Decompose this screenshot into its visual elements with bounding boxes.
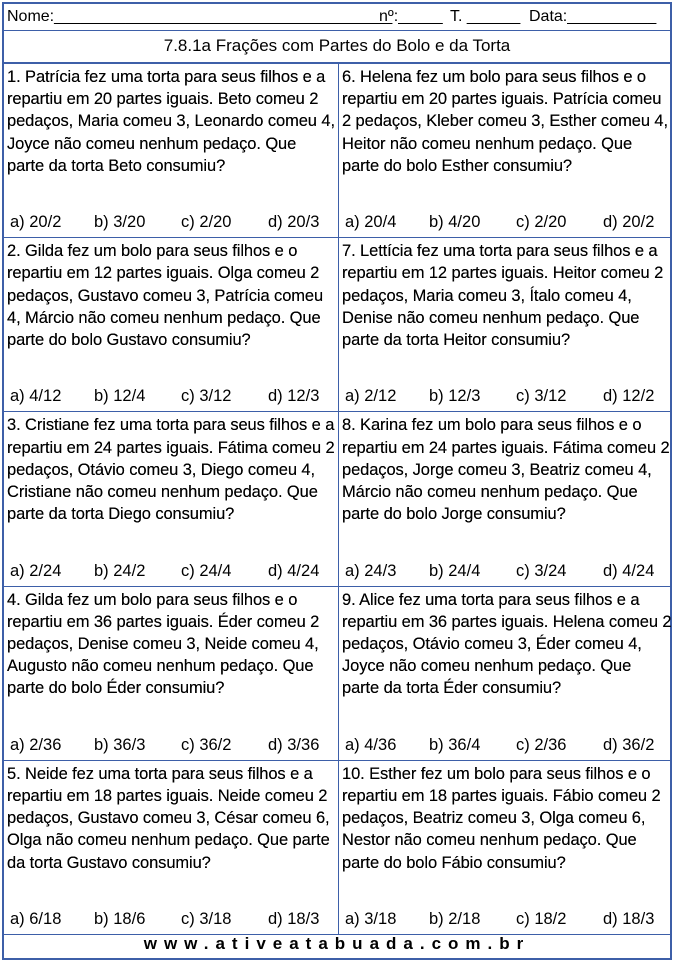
answer-options (345, 556, 670, 586)
question-1 (4, 63, 339, 237)
answer-option[interactable]: b) 36/3 (94, 735, 146, 754)
answer-options (345, 381, 670, 411)
answer-option[interactable]: a) 20/2 (10, 213, 62, 232)
name-field[interactable]: Nome:______________________________________ (7, 8, 393, 25)
answer-option[interactable]: d) 20/2 (603, 213, 655, 232)
question-text: 9. Alice fez uma torta para seus filhos e a repartiu em 36 partes iguais. Helena comeu 2 pedaços, Otávio comeu 3, Éder comeu 4, Joyce não comeu nenhum pedaço. Que parte da torta Éder consumiu? (342, 590, 672, 698)
answer-option[interactable]: c) 24/4 (181, 561, 232, 580)
answer-option[interactable]: a) 2/12 (345, 387, 397, 406)
number-field[interactable]: nº:_____ (379, 8, 443, 25)
worksheet (2, 2, 672, 960)
answer-option[interactable]: b) 3/20 (94, 213, 146, 232)
answer-option[interactable]: b) 12/3 (429, 387, 481, 406)
answer-option[interactable]: a) 6/18 (10, 909, 62, 928)
answer-option[interactable]: a) 3/18 (345, 909, 397, 928)
page-title: 7.8.1a Frações com Partes do Bolo e da Torta (4, 30, 670, 63)
answer-options (345, 730, 670, 760)
answer-option[interactable]: d) 12/2 (603, 387, 655, 406)
question-text: 6. Helena fez um bolo para seus filhos e o repartiu em 20 partes iguais. Patrícia comeu 2 pedaços, Kleber comeu 3, Esther comeu 4, Heitor não comeu nenhum pedaço. Que parte do bolo Esther consumiu? (342, 68, 668, 175)
row-divider (4, 411, 670, 412)
answer-options (10, 730, 334, 760)
answer-option[interactable]: c) 3/24 (516, 561, 567, 580)
answer-option[interactable]: c) 3/12 (181, 387, 232, 406)
answer-option[interactable]: d) 4/24 (268, 561, 320, 580)
answer-option[interactable]: b) 24/2 (94, 561, 146, 580)
question-3 (4, 237, 339, 411)
footer-url: www.ativeatabuada.com.br (143, 934, 531, 953)
answer-option[interactable]: d) 20/3 (268, 213, 320, 232)
answer-option[interactable]: b) 2/18 (429, 909, 481, 928)
answer-option[interactable]: a) 20/4 (345, 213, 397, 232)
row-divider (4, 760, 670, 761)
question-2 (339, 63, 674, 237)
answer-option[interactable]: c) 36/2 (181, 735, 232, 754)
row-divider (4, 586, 670, 587)
answer-option[interactable]: c) 2/20 (181, 213, 232, 232)
answer-option[interactable]: d) 18/3 (603, 909, 655, 928)
answer-option[interactable]: d) 12/3 (268, 387, 320, 406)
date-field[interactable]: Data:__________ (529, 8, 657, 25)
answer-option[interactable]: c) 3/18 (181, 909, 232, 928)
answer-option[interactable]: a) 2/36 (10, 735, 62, 754)
answer-option[interactable]: b) 36/4 (429, 735, 481, 754)
question-text: 2. Gilda fez um bolo para seus filhos e o repartiu em 12 partes iguais. Olga comeu 2 pedaços, Gustavo comeu 3, Patrícia comeu 4, Márcio não comeu nenhum pedaço. Que parte do bolo Gustavo consumiu? (7, 242, 324, 349)
answer-option[interactable]: a) 2/24 (10, 561, 62, 580)
question-text: 7. Lettícia fez uma torta para seus filhos e a repartiu em 12 partes iguais. Heitor comeu 2 pedaços, Maria comeu 3, Ítalo comeu 4, Denise não comeu nenhum pedaço. Que parte da torta Heitor consumiu? (342, 242, 664, 349)
question-text: 8. Karina fez um bolo para seus filhos e o repartiu em 24 partes iguais. Fátima comeu 2 pedaços, Jorge comeu 3, Beatriz comeu 4, Márcio não comeu nenhum pedaço. Que parte do bolo Jorge consumiu? (342, 416, 670, 524)
question-text: 1. Patrícia fez uma torta para seus filhos e a repartiu em 20 partes iguais. Beto comeu 2 pedaços, Maria comeu 3, Leonardo comeu 4, Joyce não comeu nenhum pedaço. Que parte da torta Beto consumiu? (7, 68, 335, 175)
question-9 (4, 760, 339, 934)
question-text: 5. Neide fez uma torta para seus filhos e a repartiu em 18 partes iguais. Neide comeu 2 pedaços, Gustavo comeu 3, César comeu 6, Olga não comeu nenhum pedaço. Que parte da torta Gustavo consumiu? (7, 764, 330, 872)
answer-option[interactable]: c) 2/36 (516, 735, 567, 754)
answer-option[interactable]: c) 2/20 (516, 213, 567, 232)
answer-option[interactable]: a) 24/3 (345, 561, 397, 580)
question-6 (339, 411, 674, 585)
question-text: 10. Esther fez um bolo para seus filhos e o repartiu em 18 partes iguais. Fábio comeu 2 pedaços, Beatriz comeu 3, Olga comeu 6, Nestor não comeu nenhum pedaço. Que parte do bolo Fábio consumiu? (342, 764, 661, 872)
question-text: 4. Gilda fez um bolo para seus filhos e o repartiu em 36 partes iguais. Éder comeu 2 pedaços, Denise comeu 3, Neide comeu 4, Augusto não comeu nenhum pedaço. Que parte do bolo Éder consumiu? (7, 590, 320, 698)
answer-options (10, 381, 334, 411)
row-divider (4, 237, 670, 238)
answer-option[interactable]: d) 4/24 (603, 561, 655, 580)
row-divider (4, 63, 670, 64)
answer-option[interactable]: b) 12/4 (94, 387, 146, 406)
answer-option[interactable]: b) 4/20 (429, 213, 481, 232)
answer-option[interactable]: c) 18/2 (516, 909, 567, 928)
answer-option[interactable]: b) 24/4 (429, 561, 481, 580)
answer-option[interactable]: d) 36/2 (603, 735, 655, 754)
answer-option[interactable]: a) 4/36 (345, 735, 397, 754)
question-4 (339, 237, 674, 411)
answer-option[interactable]: c) 3/12 (516, 387, 567, 406)
question-text: 3. Cristiane fez uma torta para seus filhos e a repartiu em 24 partes iguais. Fátima comeu 2 pedaços, Otávio comeu 3, Diego comeu 4, Cristiane não comeu nenhum pedaço. Que parte da torta Diego consumiu? (7, 416, 335, 524)
answer-option[interactable]: b) 18/6 (94, 909, 146, 928)
answer-options (10, 207, 334, 237)
class-field[interactable]: T. ______ (450, 8, 521, 25)
answer-option[interactable]: d) 18/3 (268, 909, 320, 928)
answer-options (10, 556, 334, 586)
answer-options (345, 207, 670, 237)
question-10 (339, 760, 674, 934)
questions-grid (4, 63, 670, 934)
student-info-header (4, 4, 670, 31)
answer-option[interactable]: a) 4/12 (10, 387, 62, 406)
question-8 (339, 586, 674, 760)
answer-option[interactable]: d) 3/36 (268, 735, 320, 754)
question-7 (4, 586, 339, 760)
question-5 (4, 411, 339, 585)
